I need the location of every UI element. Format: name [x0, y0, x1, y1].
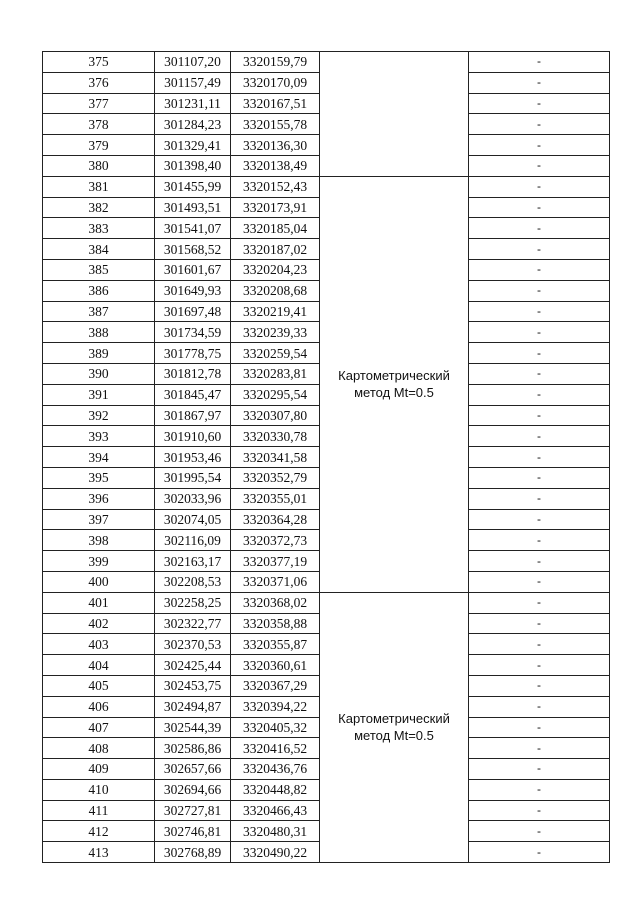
x-coordinate-cell: 302425,44 [155, 655, 231, 676]
note-cell: - [469, 405, 610, 426]
point-number-cell: 386 [43, 280, 155, 301]
y-coordinate-cell: 3320416,52 [231, 738, 320, 759]
note-cell: - [469, 197, 610, 218]
y-coordinate-cell: 3320490,22 [231, 842, 320, 863]
point-number-cell: 375 [43, 52, 155, 73]
y-coordinate-cell: 3320167,51 [231, 93, 320, 114]
y-coordinate-cell: 3320239,33 [231, 322, 320, 343]
point-number-cell: 382 [43, 197, 155, 218]
x-coordinate-cell: 301568,52 [155, 239, 231, 260]
y-coordinate-cell: 3320480,31 [231, 821, 320, 842]
x-coordinate-cell: 301455,99 [155, 176, 231, 197]
x-coordinate-cell: 301697,48 [155, 301, 231, 322]
point-number-cell: 408 [43, 738, 155, 759]
note-cell: - [469, 655, 610, 676]
y-coordinate-cell: 3320330,78 [231, 426, 320, 447]
y-coordinate-cell: 3320358,88 [231, 613, 320, 634]
x-coordinate-cell: 302768,89 [155, 842, 231, 863]
x-coordinate-cell: 301845,47 [155, 384, 231, 405]
y-coordinate-cell: 3320448,82 [231, 779, 320, 800]
point-number-cell: 379 [43, 135, 155, 156]
point-number-cell: 393 [43, 426, 155, 447]
y-coordinate-cell: 3320377,19 [231, 551, 320, 572]
y-coordinate-cell: 3320360,61 [231, 655, 320, 676]
point-number-cell: 407 [43, 717, 155, 738]
point-number-cell: 394 [43, 447, 155, 468]
coordinates-table [42, 51, 610, 863]
y-coordinate-cell: 3320219,41 [231, 301, 320, 322]
table-row [43, 52, 610, 73]
point-number-cell: 402 [43, 613, 155, 634]
y-coordinate-cell: 3320295,54 [231, 384, 320, 405]
y-coordinate-cell: 3320352,79 [231, 467, 320, 488]
note-cell: - [469, 343, 610, 364]
note-cell: - [469, 384, 610, 405]
point-number-cell: 399 [43, 551, 155, 572]
point-number-cell: 412 [43, 821, 155, 842]
x-coordinate-cell: 302074,05 [155, 509, 231, 530]
y-coordinate-cell: 3320307,80 [231, 405, 320, 426]
x-coordinate-cell: 302544,39 [155, 717, 231, 738]
point-number-cell: 378 [43, 114, 155, 135]
note-cell: - [469, 842, 610, 863]
point-number-cell: 397 [43, 509, 155, 530]
note-cell: - [469, 322, 610, 343]
point-number-cell: 392 [43, 405, 155, 426]
point-number-cell: 391 [43, 384, 155, 405]
y-coordinate-cell: 3320187,02 [231, 239, 320, 260]
note-cell: - [469, 488, 610, 509]
x-coordinate-cell: 302258,25 [155, 592, 231, 613]
y-coordinate-cell: 3320368,02 [231, 592, 320, 613]
x-coordinate-cell: 302322,77 [155, 613, 231, 634]
note-cell: - [469, 135, 610, 156]
y-coordinate-cell: 3320405,32 [231, 717, 320, 738]
point-number-cell: 389 [43, 343, 155, 364]
x-coordinate-cell: 301493,51 [155, 197, 231, 218]
y-coordinate-cell: 3320355,87 [231, 634, 320, 655]
table-row [43, 592, 610, 613]
note-cell: - [469, 530, 610, 551]
point-number-cell: 395 [43, 467, 155, 488]
point-number-cell: 409 [43, 759, 155, 780]
x-coordinate-cell: 301995,54 [155, 467, 231, 488]
x-coordinate-cell: 302163,17 [155, 551, 231, 572]
note-cell: - [469, 759, 610, 780]
x-coordinate-cell: 302370,53 [155, 634, 231, 655]
x-coordinate-cell: 302727,81 [155, 800, 231, 821]
point-number-cell: 398 [43, 530, 155, 551]
point-number-cell: 406 [43, 696, 155, 717]
point-number-cell: 380 [43, 155, 155, 176]
point-number-cell: 390 [43, 363, 155, 384]
note-cell: - [469, 779, 610, 800]
note-cell: - [469, 280, 610, 301]
x-coordinate-cell: 302494,87 [155, 696, 231, 717]
y-coordinate-cell: 3320364,28 [231, 509, 320, 530]
note-cell: - [469, 800, 610, 821]
point-number-cell: 405 [43, 675, 155, 696]
y-coordinate-cell: 3320185,04 [231, 218, 320, 239]
x-coordinate-cell: 301231,11 [155, 93, 231, 114]
note-cell: - [469, 72, 610, 93]
note-cell: - [469, 634, 610, 655]
x-coordinate-cell: 301157,49 [155, 72, 231, 93]
note-cell: - [469, 447, 610, 468]
point-number-cell: 381 [43, 176, 155, 197]
note-cell: - [469, 717, 610, 738]
y-coordinate-cell: 3320159,79 [231, 52, 320, 73]
y-coordinate-cell: 3320341,58 [231, 447, 320, 468]
y-coordinate-cell: 3320138,49 [231, 155, 320, 176]
point-number-cell: 400 [43, 571, 155, 592]
note-cell: - [469, 239, 610, 260]
note-cell: - [469, 259, 610, 280]
y-coordinate-cell: 3320170,09 [231, 72, 320, 93]
point-number-cell: 387 [43, 301, 155, 322]
coordinates-table-body [43, 52, 610, 863]
point-number-cell: 376 [43, 72, 155, 93]
x-coordinate-cell: 301867,97 [155, 405, 231, 426]
x-coordinate-cell: 301107,20 [155, 52, 231, 73]
point-number-cell: 383 [43, 218, 155, 239]
method-cell: Картометрический метод Mt=0.5 [320, 176, 469, 592]
note-cell: - [469, 301, 610, 322]
note-cell: - [469, 592, 610, 613]
y-coordinate-cell: 3320136,30 [231, 135, 320, 156]
point-number-cell: 377 [43, 93, 155, 114]
point-number-cell: 384 [43, 239, 155, 260]
table-row [43, 176, 610, 197]
y-coordinate-cell: 3320259,54 [231, 343, 320, 364]
note-cell: - [469, 114, 610, 135]
y-coordinate-cell: 3320436,76 [231, 759, 320, 780]
point-number-cell: 385 [43, 259, 155, 280]
y-coordinate-cell: 3320466,43 [231, 800, 320, 821]
note-cell: - [469, 821, 610, 842]
note-cell: - [469, 176, 610, 197]
y-coordinate-cell: 3320394,22 [231, 696, 320, 717]
point-number-cell: 404 [43, 655, 155, 676]
y-coordinate-cell: 3320155,78 [231, 114, 320, 135]
x-coordinate-cell: 301649,93 [155, 280, 231, 301]
point-number-cell: 413 [43, 842, 155, 863]
x-coordinate-cell: 302586,86 [155, 738, 231, 759]
y-coordinate-cell: 3320204,23 [231, 259, 320, 280]
y-coordinate-cell: 3320208,68 [231, 280, 320, 301]
y-coordinate-cell: 3320173,91 [231, 197, 320, 218]
point-number-cell: 410 [43, 779, 155, 800]
x-coordinate-cell: 301778,75 [155, 343, 231, 364]
y-coordinate-cell: 3320355,01 [231, 488, 320, 509]
x-coordinate-cell: 301910,60 [155, 426, 231, 447]
point-number-cell: 403 [43, 634, 155, 655]
note-cell: - [469, 613, 610, 634]
y-coordinate-cell: 3320152,43 [231, 176, 320, 197]
point-number-cell: 401 [43, 592, 155, 613]
x-coordinate-cell: 301953,46 [155, 447, 231, 468]
y-coordinate-cell: 3320283,81 [231, 363, 320, 384]
note-cell: - [469, 551, 610, 572]
x-coordinate-cell: 302746,81 [155, 821, 231, 842]
x-coordinate-cell: 302033,96 [155, 488, 231, 509]
y-coordinate-cell: 3320367,29 [231, 675, 320, 696]
x-coordinate-cell: 302694,66 [155, 779, 231, 800]
note-cell: - [469, 675, 610, 696]
note-cell: - [469, 52, 610, 73]
x-coordinate-cell: 301734,59 [155, 322, 231, 343]
x-coordinate-cell: 301329,41 [155, 135, 231, 156]
x-coordinate-cell: 301541,07 [155, 218, 231, 239]
point-number-cell: 396 [43, 488, 155, 509]
note-cell: - [469, 363, 610, 384]
x-coordinate-cell: 302453,75 [155, 675, 231, 696]
y-coordinate-cell: 3320372,73 [231, 530, 320, 551]
x-coordinate-cell: 301812,78 [155, 363, 231, 384]
note-cell: - [469, 738, 610, 759]
note-cell: - [469, 509, 610, 530]
method-cell [320, 52, 469, 177]
point-number-cell: 388 [43, 322, 155, 343]
note-cell: - [469, 571, 610, 592]
x-coordinate-cell: 302208,53 [155, 571, 231, 592]
note-cell: - [469, 218, 610, 239]
note-cell: - [469, 426, 610, 447]
method-cell: Картометрический метод Mt=0.5 [320, 592, 469, 862]
note-cell: - [469, 696, 610, 717]
point-number-cell: 411 [43, 800, 155, 821]
x-coordinate-cell: 302657,66 [155, 759, 231, 780]
x-coordinate-cell: 301601,67 [155, 259, 231, 280]
note-cell: - [469, 467, 610, 488]
x-coordinate-cell: 302116,09 [155, 530, 231, 551]
note-cell: - [469, 93, 610, 114]
note-cell: - [469, 155, 610, 176]
x-coordinate-cell: 301284,23 [155, 114, 231, 135]
y-coordinate-cell: 3320371,06 [231, 571, 320, 592]
x-coordinate-cell: 301398,40 [155, 155, 231, 176]
